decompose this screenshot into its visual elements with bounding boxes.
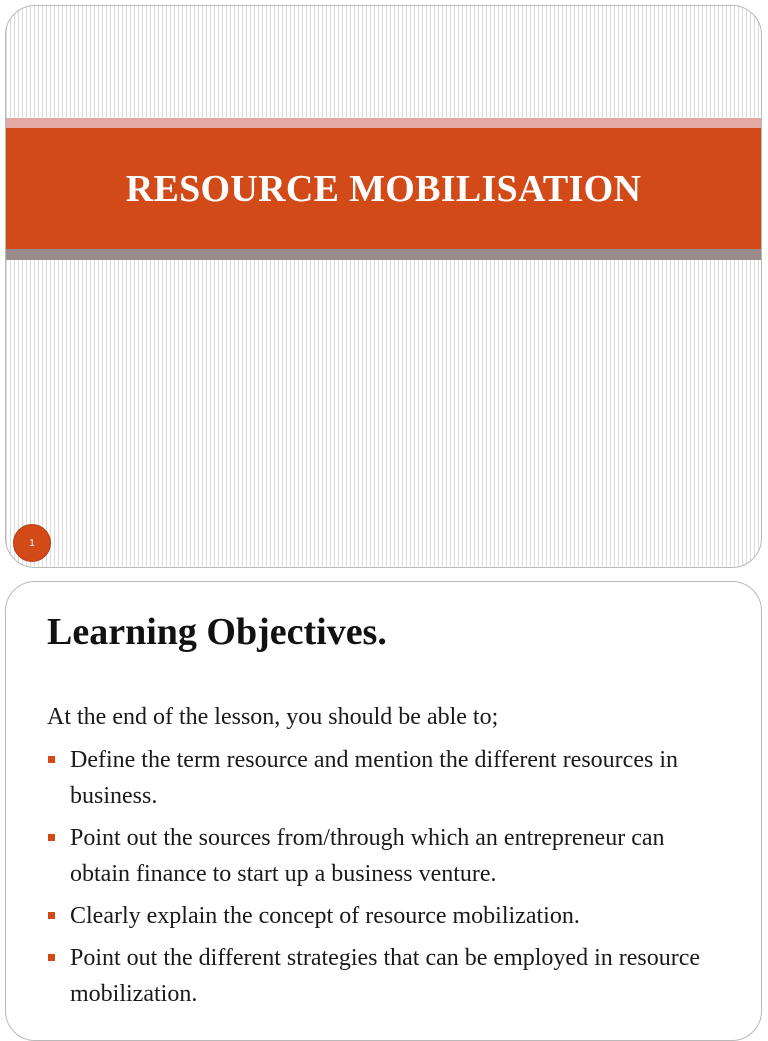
title-band-bottom-stripe bbox=[6, 249, 761, 260]
objectives-list bbox=[47, 742, 727, 1018]
intro-text: At the end of the lesson, you should be able to; bbox=[47, 704, 499, 730]
title-slide bbox=[5, 5, 762, 568]
list-item bbox=[47, 940, 727, 1012]
list-item-text: Define the term resource and mention the different resources in business. bbox=[70, 747, 678, 809]
slide-title: RESOURCE MOBILISATION bbox=[125, 167, 642, 210]
square-bullet-icon bbox=[48, 912, 55, 919]
square-bullet-icon bbox=[48, 954, 55, 961]
list-item bbox=[47, 820, 727, 892]
page-number-badge: 1 bbox=[13, 524, 51, 562]
list-item-text: Clearly explain the concept of resource mobilization. bbox=[70, 903, 580, 929]
square-bullet-icon bbox=[48, 834, 55, 841]
slide-heading: Learning Objectives. bbox=[47, 611, 387, 653]
square-bullet-icon bbox=[48, 756, 55, 763]
title-band-top-stripe bbox=[6, 118, 761, 128]
title-band bbox=[6, 128, 761, 249]
list-item-text: Point out the different strategies that can be employed in resource mobilization. bbox=[70, 945, 701, 1007]
objectives-slide bbox=[5, 581, 762, 1041]
list-item bbox=[47, 742, 727, 814]
list-item-text: Point out the sources from/through which an entrepreneur can obtain finance to start up a business venture. bbox=[70, 825, 665, 887]
list-item bbox=[47, 898, 727, 934]
